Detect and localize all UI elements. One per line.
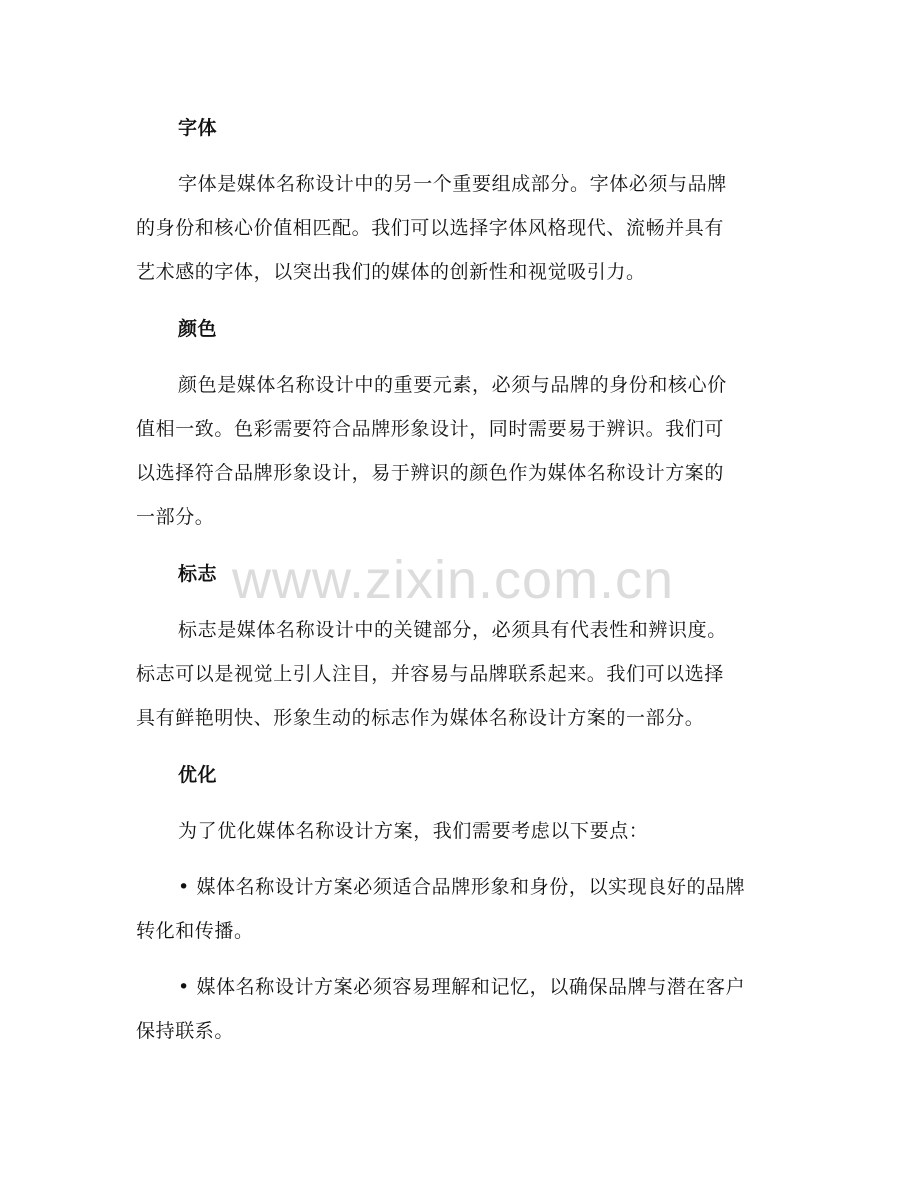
section-heading-logo: 标志: [178, 563, 218, 585]
paragraph-line: 的身份和核心价值相匹配。我们可以选择字体风格现代、流畅并具有: [136, 217, 725, 239]
paragraph-line: 一部分。: [136, 506, 215, 528]
paragraph-line: 艺术感的字体，以突出我们的媒体的创新性和视觉吸引力。: [136, 261, 646, 283]
paragraph-line: 具有鲜艳明快、形象生动的标志作为媒体名称设计方案的一部分。: [136, 707, 705, 729]
paragraph-line: 值相一致。色彩需要符合品牌形象设计，同时需要易于辨识。我们可: [136, 418, 725, 440]
section-heading-color: 颜色: [178, 318, 218, 340]
paragraph-line: 字体是媒体名称设计中的另一个重要组成部分。字体必须与品牌: [178, 173, 727, 195]
section-heading-optimize: 优化: [178, 764, 218, 786]
section-heading-font: 字体: [178, 117, 218, 139]
paragraph-line: 标志可以是视觉上引人注目，并容易与品牌联系起来。我们可以选择: [136, 663, 725, 685]
bullet-item-continuation: 保持联系。: [136, 1020, 235, 1042]
paragraph-line: 颜色是媒体名称设计中的重要元素，必须与品牌的身份和核心价: [178, 374, 727, 396]
bullet-item-continuation: 转化和传播。: [136, 920, 254, 942]
watermark: www.zixin.com.cn: [232, 550, 675, 610]
paragraph-line: 标志是媒体名称设计中的关键部分，必须具有代表性和辨识度。: [178, 619, 727, 641]
bullet-item: • 媒体名称设计方案必须容易理解和记忆，以确保品牌与潜在客户: [178, 976, 746, 998]
bullet-item: • 媒体名称设计方案必须适合品牌形象和身份，以实现良好的品牌: [178, 876, 746, 898]
paragraph-line: 以选择符合品牌形象设计，易于辨识的颜色作为媒体名称设计方案的: [136, 462, 725, 484]
paragraph-line: 为了优化媒体名称设计方案，我们需要考虑以下要点：: [178, 820, 649, 842]
